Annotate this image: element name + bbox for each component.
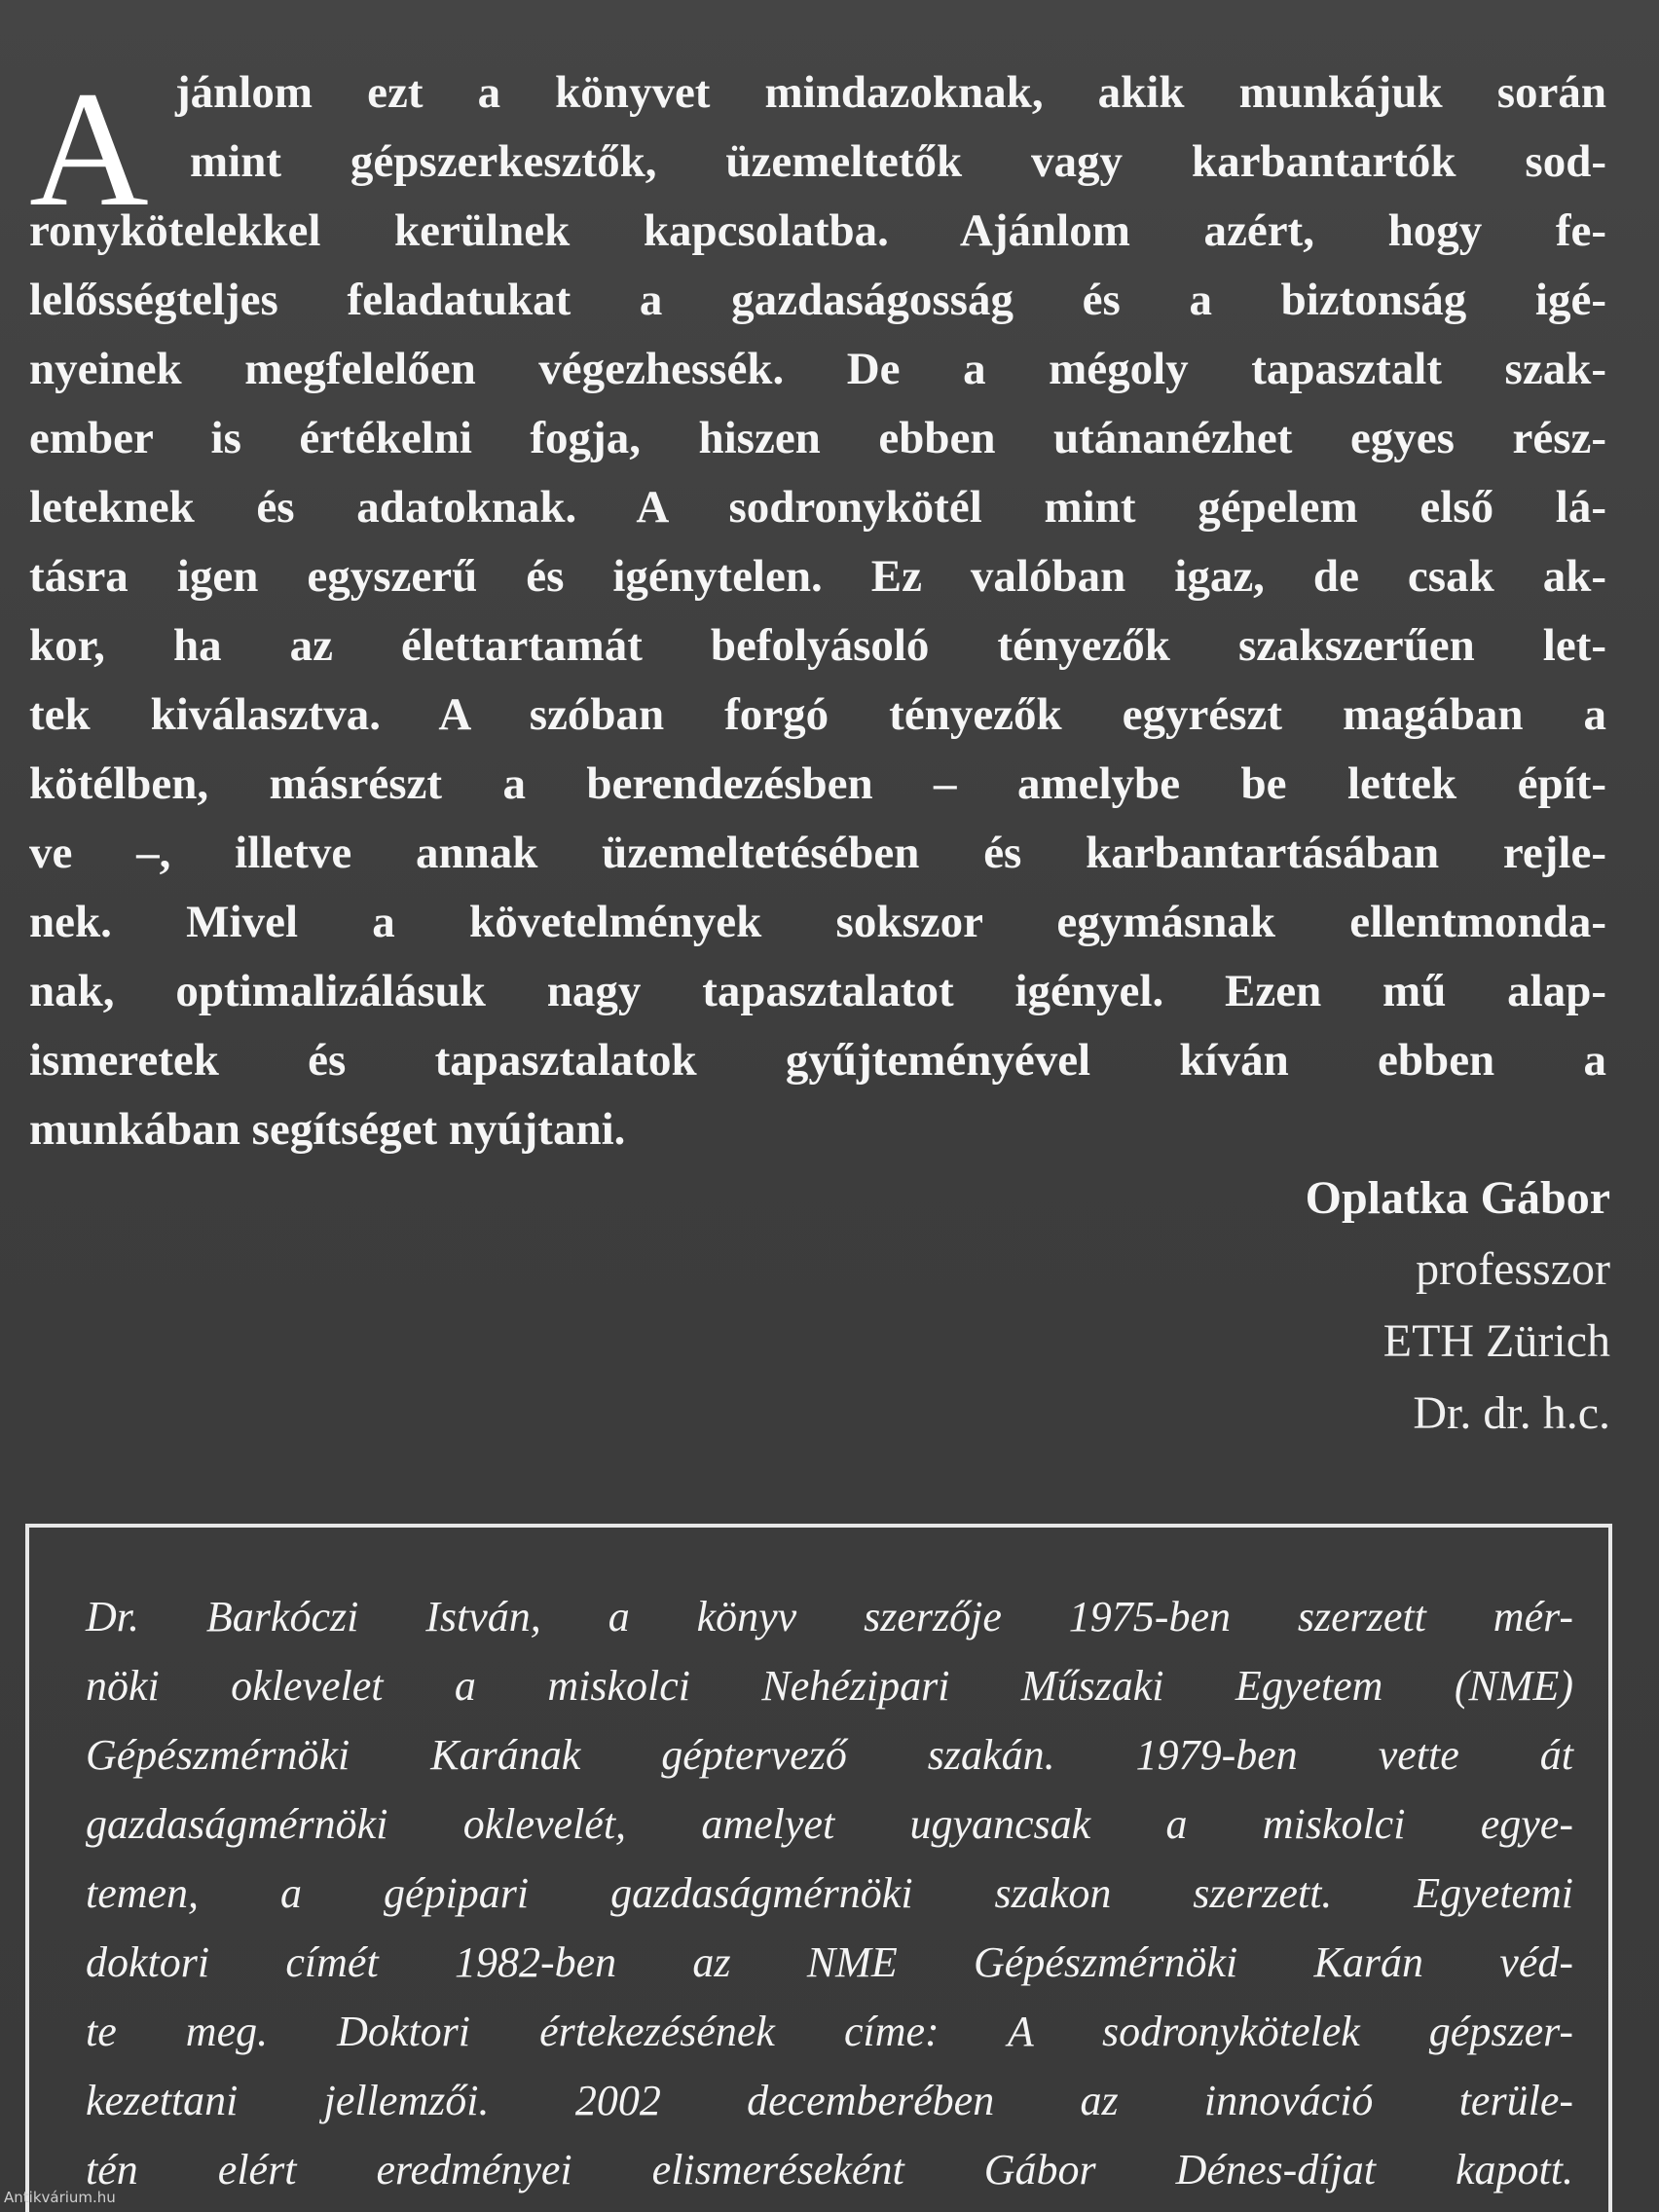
foreword-line: kötélben, másrészt a berendezésben – amelybe be lettek épít- bbox=[29, 758, 1606, 809]
foreword-line: kor, ha az élettartamát befolyásoló tényezők szakszerűen let- bbox=[29, 620, 1606, 671]
bio-line: nöki oklevelet a miskolci Nehézipari Műszaki Egyetem (NME) bbox=[86, 1662, 1573, 1710]
bio-line: Gépészmérnöki Karának géptervező szakán. 1979-ben vette át bbox=[86, 1731, 1573, 1779]
author-bio-text bbox=[86, 1582, 1573, 2204]
foreword-line: ismeretek és tapasztalatok gyűjteményével kíván ebben a bbox=[29, 1035, 1606, 1086]
bio-line: kezettani jellemzői. 2002 decemberében az innováció terüle- bbox=[86, 2077, 1573, 2124]
signature-institution: ETH Zürich bbox=[1382, 1315, 1610, 1367]
signature-title: professzor bbox=[1416, 1243, 1610, 1295]
signature-block bbox=[1306, 1163, 1610, 1450]
foreword-line: ember is értékelni fogja, hiszen ebben utánanézhet egyes rész- bbox=[29, 413, 1606, 463]
foreword-line: nek. Mivel a követelmények sokszor egymásnak ellentmonda- bbox=[29, 897, 1606, 947]
foreword-line: tek kiválasztva. A szóban forgó tényezők egyrészt magában a bbox=[29, 689, 1606, 740]
bio-line: Dr. Barkóczi István, a könyv szerzője 1975-ben szerzett mér- bbox=[86, 1593, 1573, 1641]
foreword-line: leteknek és adatoknak. A sodronykötél mint gépelem első lá- bbox=[29, 482, 1606, 533]
bio-line: gazdaságmérnöki oklevelét, amelyet ugyancsak a miskolci egye- bbox=[86, 1800, 1573, 1848]
signature-degree: Dr. dr. h.c. bbox=[1413, 1387, 1610, 1439]
foreword-line: jánlom ezt a könyvet mindazoknak, akik munkájuk során bbox=[175, 67, 1606, 118]
bio-line: tén elért eredményei elismeréseként Gábor Dénes-díjat kapott. bbox=[86, 2146, 1573, 2194]
bio-line: temen, a gépipari gazdaságmérnöki szakon szerzett. Egyetemi bbox=[86, 1869, 1573, 1917]
foreword-line: munkában segítséget nyújtani. bbox=[29, 1104, 626, 1155]
drop-cap-letter: A bbox=[29, 57, 149, 240]
foreword-line: nyeinek megfelelően végezhessék. De a mégoly tapasztalt szak- bbox=[29, 344, 1606, 394]
foreword-line: ronykötelekkel kerülnek kapcsolatba. Ajánlom azért, hogy fe- bbox=[29, 205, 1606, 256]
bio-line: doktori címét 1982-ben az NME Gépészmérnöki Karán véd- bbox=[86, 1938, 1573, 1986]
foreword-line: lelősségteljes feladatukat a gazdaságosság és a biztonság igé- bbox=[29, 275, 1606, 325]
foreword-line: mint gépszerkesztők, üzemeltetők vagy karbantartók sod- bbox=[190, 136, 1606, 187]
watermark: Antikvárium.hu bbox=[4, 2189, 116, 2206]
foreword-line: ve –, illetve annak üzemeltetésében és karbantartásában rejle- bbox=[29, 828, 1606, 878]
foreword-text bbox=[29, 58, 1606, 1164]
foreword-line: tásra igen egyszerű és igénytelen. Ez valóban igaz, de csak ak- bbox=[29, 551, 1606, 602]
signature-name: Oplatka Gábor bbox=[1305, 1172, 1610, 1224]
foreword-line: nak, optimalizálásuk nagy tapasztalatot igényel. Ezen mű alap- bbox=[29, 966, 1606, 1016]
bio-line: te meg. Doktori értekezésének címe: A sodronykötelek gépszer- bbox=[86, 2008, 1573, 2055]
